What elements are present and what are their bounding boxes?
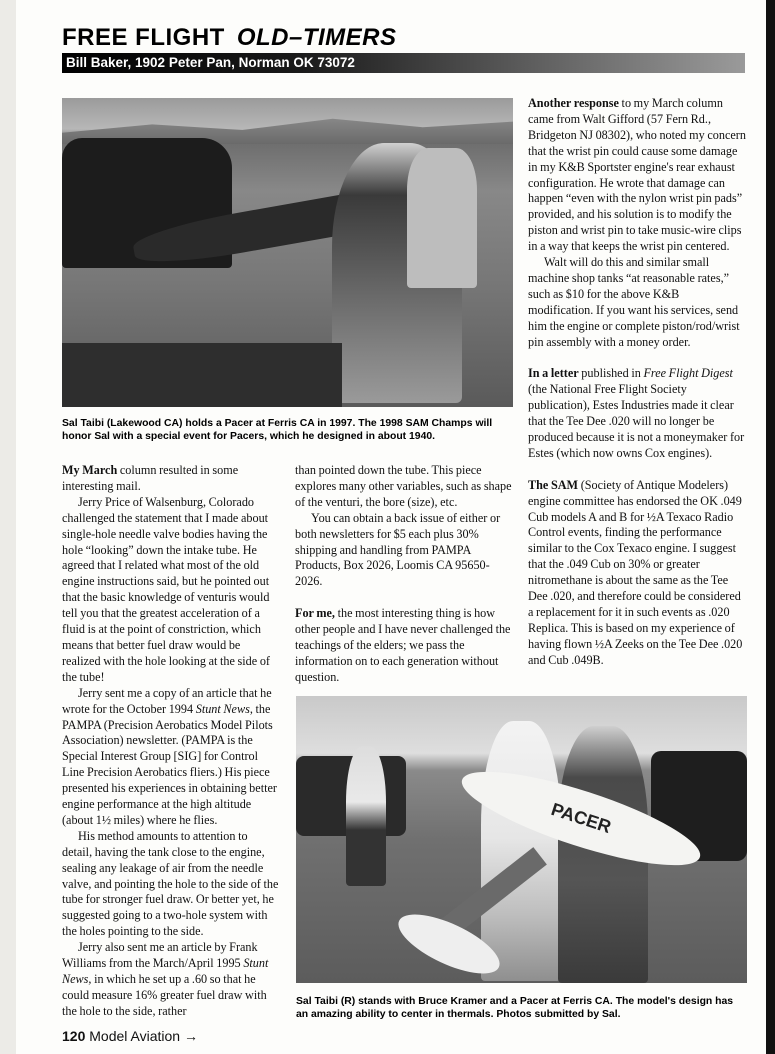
publication-title: Stunt News — [195, 701, 250, 716]
paragraph-text: Walt will do this and similar small machine shop tanks “at reasonable rates,” such as $10 for the above K&B modification. If you want his services, send him the engine or complete piston/rod/wrist pin assembly with a money order. — [528, 255, 740, 349]
page-number: 120 — [62, 1028, 86, 1044]
paragraph — [62, 829, 280, 940]
paragraph-text: You can obtain a back issue of either or both newsletters for $5 each plus 30% shipping and handling from PAMPA Products, Box 2026, Loomis CA 95650-2026. — [295, 510, 501, 589]
paragraph — [528, 478, 746, 669]
paragraph-text: Jerry Price of Walsenburg, Colorado challenged the statement that I made about single-hole needle valve bodies having the hole “looking” down the intake tube. He agreed that I related what most of the old engine instructions said, but he pointed out that the basic knowledge of venturis would tell you that the greatest acceleration of a fluid is at the point of constriction, which means that better fuel draw would be realized with the hole looking at the side of the tube! — [62, 494, 270, 684]
article-column-2 — [295, 463, 513, 686]
paragraph — [62, 940, 280, 1020]
author-banner — [62, 53, 745, 73]
photo2-caption: Sal Taibi (R) stands with Bruce Kramer and a Pacer at Ferris CA. The model's design has an amazing ability to center in thermals. Photos submitted by Sal. — [296, 996, 734, 1020]
arrow-right-icon: → — [183, 1028, 198, 1044]
paragraph-text: , in which he set up a .60 so that he could measure 16% greater fuel draw with the hole to the side, rather — [62, 972, 267, 1018]
paragraph-lead-in: The SAM — [528, 477, 579, 492]
paragraph — [62, 686, 280, 829]
paragraph-lead-in: My March — [62, 463, 118, 477]
magazine-name: Model Aviation — [89, 1028, 181, 1044]
paragraph-text: Jerry also sent me an article by Frank Williams from the March/April 1995 — [62, 940, 258, 971]
paragraph — [62, 495, 280, 686]
author-line: Bill Baker, 1902 Peter Pan, Norman OK 73072 — [66, 55, 355, 70]
paragraph-text: (Society of Antique Modelers) engine committee has endorsed the OK .049 Cub models A and B for ½A Texaco Radio Control events, finding the performance similar to the Cox Texaco engine. I suggest that the .049 Cub on 30% or greater nitromethane is about the same as the Tee Dee .020, and therefore could be considered a replacement for it in such events as .020 Replica. This is based on my experience of having flown ½A Zeeks on the Tee Dee .020 and Cub .049B. — [528, 477, 743, 667]
paragraph-text: , the PAMPA (Precision Aerobatics Model Pilots Association) newsletter. (PAMPA is the Special Interest Group [SIG] for Control Line Precision Aerobatics fliers.) His piece presented his experiences in obtaining better engine performance at the high altitude (about 1½ miles) where he flies. — [62, 701, 277, 827]
paragraph — [528, 366, 746, 461]
paragraph-text: His method amounts to attention to detail, having the tank close to the engine, sealing any leakage of air from the needle valve, and pointing the hole to the side of the tube for stronger fuel draw. Or better yet, he suggested going to a two-hole system with the holes pointing to the side. — [62, 828, 279, 939]
paragraph-text: the most interesting thing is how other people and I have never challenged the teachings of the elders; we pass the information on to each generation without question. — [295, 606, 511, 684]
title-italic: OLD–TIMERS — [236, 24, 397, 51]
paragraph-text: Jerry sent me a copy of an article that he wrote for the October 1994 — [62, 685, 272, 716]
paragraph — [528, 255, 746, 350]
paragraph-text: than pointed down the tube. This piece explores many other variables, such as shape of the venturi, the bore (size), etc. — [295, 463, 512, 509]
plane-wing-label: PACER — [548, 798, 614, 838]
column-title — [62, 24, 397, 52]
page-footer — [62, 1028, 198, 1044]
photo-sal-taibi-holding-pacer — [62, 98, 513, 407]
paragraph-text: (the National Free Flight Society publication), Estes Industries made it clear that the Tee Dee .020 will no longer be produced because it is not a moneymaker for Estes (which now owns Cox engines). — [528, 382, 745, 460]
paragraph-lead-in: Another response — [528, 96, 619, 110]
article-column-1 — [62, 463, 280, 1020]
paragraph-lead-in: For me, — [295, 606, 335, 621]
paragraph — [62, 463, 280, 495]
photo-taibi-kramer-with-pacer — [296, 696, 747, 983]
paragraph-text: to my March column came from Walt Gifford (57 Fern Rd., Bridgeton NJ 08302), who noted my concern that the wrist pin could cause some damage in my K&B Sportster engine's rear exhaust configuration. He wrote that damage can happen “even with the nylon wrist pin pads” provided, and his solution is to modify the piston and wrist pin to take music-wire clips in a way that keeps the wrist pin centered. — [528, 96, 746, 254]
article-column-3 — [528, 96, 746, 669]
scan-right-edge — [766, 0, 775, 1054]
paragraph-lead-in: In a letter — [528, 366, 579, 381]
publication-title: Stunt News — [62, 956, 269, 986]
paragraph-text: published in — [578, 366, 644, 381]
paragraph — [295, 606, 513, 686]
scan-left-margin — [0, 0, 16, 1054]
paragraph — [295, 511, 513, 591]
title-main: FREE FLIGHT — [62, 24, 225, 51]
paragraph-text: column resulted in some interesting mail. — [62, 463, 239, 493]
paragraph — [295, 463, 513, 511]
publication-title: Free Flight Digest — [643, 366, 733, 381]
paragraph — [528, 96, 746, 255]
photo1-caption: Sal Taibi (Lakewood CA) holds a Pacer at Ferris CA in 1997. The 1998 SAM Champs will honor Sal with a special event for Pacers, which he designed in about 1940. — [62, 418, 493, 442]
